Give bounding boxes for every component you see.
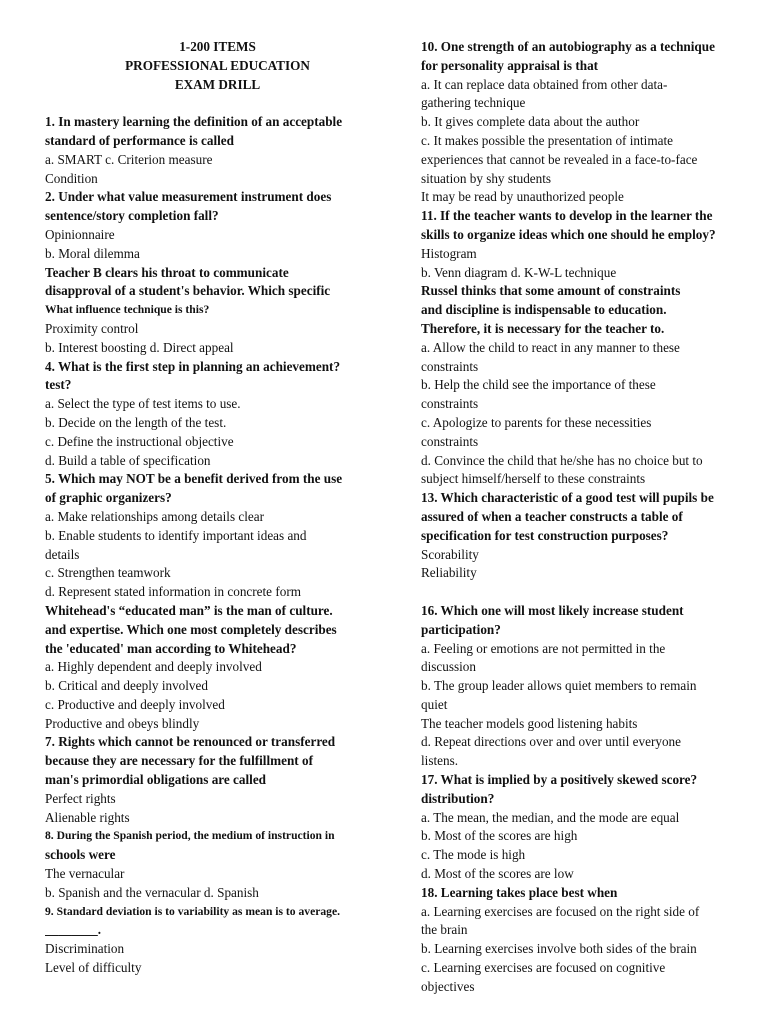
question-line: because they are necessary for the fulfillment of bbox=[45, 753, 313, 769]
question-line: distribution? bbox=[421, 790, 495, 806]
answer-line: b. The group leader allows quiet members to remain bbox=[421, 678, 697, 694]
answer-line: Reliability bbox=[421, 565, 477, 581]
answer-line: b. Decide on the length of the test. bbox=[45, 414, 227, 430]
answer-line: c. Productive and deeply involved bbox=[45, 696, 225, 712]
answer-line: c. The mode is high bbox=[421, 847, 526, 863]
question-line: and discipline is indispensable to education. bbox=[421, 302, 667, 318]
question-line: of graphic organizers? bbox=[45, 490, 172, 506]
question-line: What influence technique is this? bbox=[45, 303, 210, 317]
question-line: standard of performance is called bbox=[45, 132, 234, 148]
answer-line: constraints bbox=[421, 358, 479, 374]
answer-line: b. Venn diagram d. K-W-L technique bbox=[421, 264, 617, 280]
question-line: disapproval of a student's behavior. Which specific bbox=[45, 283, 331, 299]
answer-line: details bbox=[45, 546, 80, 562]
question-line: assured of when a teacher constructs a table of bbox=[421, 508, 683, 524]
answer-line: c. Apologize to parents for these necessities bbox=[421, 414, 652, 430]
question-line: Therefore, it is necessary for the teacher to. bbox=[421, 320, 665, 336]
answer-line: Level of difficulty bbox=[45, 960, 142, 976]
question-line: for personality appraisal is that bbox=[421, 57, 599, 73]
blank-line bbox=[421, 583, 751, 602]
answer-line: experiences that cannot be revealed in a face-to-face bbox=[421, 151, 698, 167]
question-line: 9. Standard deviation is to variability as mean is to average. bbox=[45, 904, 340, 918]
question-line: 4. What is the first step in planning an achievement? bbox=[45, 358, 341, 374]
answer-line: a. Select the type of test items to use. bbox=[45, 396, 241, 412]
answer-line: The vernacular bbox=[45, 866, 125, 882]
answer-line: situation by shy students bbox=[421, 170, 552, 186]
answer-line: discussion bbox=[421, 659, 476, 675]
answer-line: c. Learning exercises are focused on cognitive bbox=[421, 960, 666, 976]
answer-line: The teacher models good listening habits bbox=[421, 715, 638, 731]
answer-line: subject himself/herself to these constraints bbox=[421, 471, 646, 487]
answer-line: b. Critical and deeply involved bbox=[45, 678, 208, 694]
answer-line: quiet bbox=[421, 696, 448, 712]
answer-line: gathering technique bbox=[421, 95, 526, 111]
question-line: sentence/story completion fall? bbox=[45, 208, 219, 224]
question-line: Russel thinks that some amount of constraints bbox=[421, 283, 681, 299]
answer-line: listens. bbox=[421, 753, 458, 769]
answer-line: a. Learning exercises are focused on the right side of bbox=[421, 903, 700, 919]
question-line: man's primordial obligations are called bbox=[45, 772, 267, 788]
question-line: ________. bbox=[45, 922, 102, 938]
answer-line: Condition bbox=[45, 170, 98, 186]
answer-line: b. It gives complete data about the author bbox=[421, 114, 640, 130]
answer-line: b. Spanish and the vernacular d. Spanish bbox=[45, 884, 259, 900]
question-line: 16. Which one will most likely increase student bbox=[421, 602, 684, 618]
question-line: skills to organize ideas which one should he employ? bbox=[421, 226, 716, 242]
question-line: test? bbox=[45, 377, 72, 393]
answer-line: c. It makes possible the presentation of intimate bbox=[421, 132, 673, 148]
answer-line: c. Define the instructional objective bbox=[45, 433, 234, 449]
answer-line: Alienable rights bbox=[45, 809, 130, 825]
question-line: schools were bbox=[45, 847, 116, 863]
answer-line: a. It can replace data obtained from other data- bbox=[421, 76, 668, 92]
answer-line: a. The mean, the median, and the mode are equal bbox=[421, 809, 680, 825]
answer-line: d. Convince the child that he/she has no choice but to bbox=[421, 452, 703, 468]
answer-line: a. SMART c. Criterion measure bbox=[45, 151, 213, 167]
document-title-line: 1-200 ITEMS bbox=[179, 39, 256, 54]
question-line: 1. In mastery learning the definition of an acceptable bbox=[45, 114, 343, 130]
question-line: Whitehead's “educated man” is the man of culture. bbox=[45, 602, 333, 618]
question-line: Teacher B clears his throat to communicate bbox=[45, 264, 289, 280]
answer-line: Perfect rights bbox=[45, 790, 116, 806]
blank-line bbox=[45, 94, 390, 113]
answer-line: It may be read by unauthorized people bbox=[421, 189, 624, 205]
question-line: 17. What is implied by a positively skewed score? bbox=[421, 772, 698, 788]
answer-line: Discrimination bbox=[45, 941, 125, 957]
answer-line: d. Most of the scores are low bbox=[421, 866, 574, 882]
answer-line: the brain bbox=[421, 922, 468, 938]
answer-line: a. Allow the child to react in any manner to these bbox=[421, 339, 680, 355]
answer-line: b. Learning exercises involve both sides of the brain bbox=[421, 941, 697, 957]
answer-line: b. Enable students to identify important ideas and bbox=[45, 527, 307, 543]
answer-line: a. Make relationships among details clear bbox=[45, 508, 264, 524]
answer-line: c. Strengthen teamwork bbox=[45, 565, 171, 581]
document-title-line: PROFESSIONAL EDUCATION bbox=[125, 57, 310, 73]
answer-line: Productive and obeys blindly bbox=[45, 715, 200, 731]
answer-line: Opinionnaire bbox=[45, 226, 115, 242]
answer-line: constraints bbox=[421, 433, 479, 449]
answer-line: b. Most of the scores are high bbox=[421, 828, 578, 844]
question-line: the 'educated' man according to Whitehead? bbox=[45, 640, 297, 656]
answer-line: b. Interest boosting d. Direct appeal bbox=[45, 339, 234, 355]
answer-line: d. Build a table of specification bbox=[45, 452, 211, 468]
question-line: specification for test construction purposes? bbox=[421, 527, 669, 543]
document-title-line: EXAM DRILL bbox=[174, 76, 261, 92]
question-line: 11. If the teacher wants to develop in the learner the bbox=[421, 208, 713, 224]
answer-line: b. Help the child see the importance of these bbox=[421, 377, 656, 393]
question-line: 2. Under what value measurement instrument does bbox=[45, 189, 332, 205]
answer-line: d. Represent stated information in concrete form bbox=[45, 584, 301, 600]
question-line: and expertise. Which one most completely describes bbox=[45, 621, 337, 637]
answer-line: objectives bbox=[421, 978, 475, 994]
question-line: participation? bbox=[421, 621, 501, 637]
question-line: 13. Which characteristic of a good test will pupils be bbox=[421, 490, 714, 506]
question-line: 10. One strength of an autobiography as a technique bbox=[421, 39, 715, 54]
answer-line: a. Highly dependent and deeply involved bbox=[45, 659, 262, 675]
answer-line: Histogram bbox=[421, 245, 477, 261]
answer-line: Proximity control bbox=[45, 320, 139, 336]
question-line: 18. Learning takes place best when bbox=[421, 884, 618, 900]
left-column bbox=[45, 38, 390, 978]
answer-line: constraints bbox=[421, 396, 479, 412]
answer-line: a. Feeling or emotions are not permitted in the bbox=[421, 640, 666, 656]
answer-line: Scorability bbox=[421, 546, 479, 562]
right-column bbox=[421, 38, 751, 997]
answer-line: b. Moral dilemma bbox=[45, 245, 140, 261]
question-line: 7. Rights which cannot be renounced or transferred bbox=[45, 734, 336, 750]
question-line: 8. During the Spanish period, the medium of instruction in bbox=[45, 829, 335, 843]
answer-line: d. Repeat directions over and over until everyone bbox=[421, 734, 681, 750]
question-line: 5. Which may NOT be a benefit derived from the use bbox=[45, 471, 343, 487]
